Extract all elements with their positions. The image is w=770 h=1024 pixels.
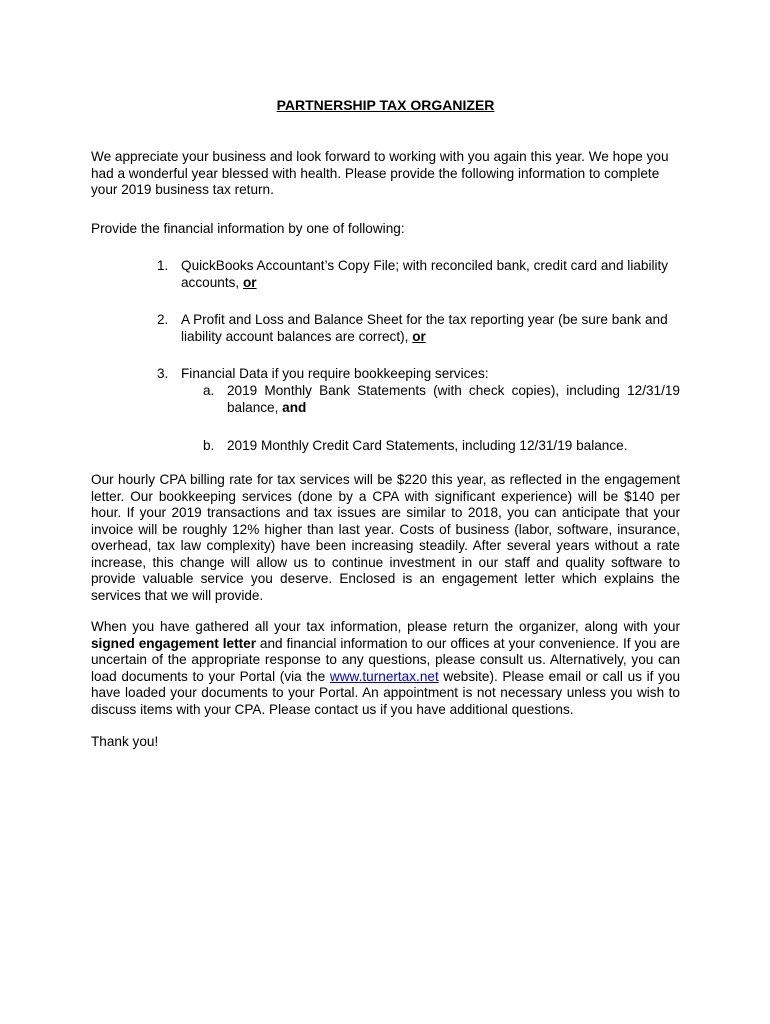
list-item (157, 258, 680, 291)
sublist-item-text: 2019 Monthly Bank Statements (with check copies), including 12/31/19 balance, (227, 383, 680, 415)
list-item-emphasis: or (242, 274, 257, 290)
sublist-item-emphasis: and (282, 399, 307, 415)
return-paragraph (91, 619, 680, 718)
list-number: 1. (157, 258, 169, 273)
return-text-1: When you have gathered all your tax information, please return the organizer, along with your (91, 619, 680, 634)
return-text-3: website). Please email or call us if you have loaded your documents to your Portal. An appointment is not necessary unless you wish to discuss items with your CPA. Please contact us if you have additional questions. (91, 668, 680, 717)
list-item (157, 312, 680, 345)
provide-instruction: Provide the financial information by one of following: (91, 221, 405, 236)
list-item-emphasis: or (412, 328, 426, 344)
sublist-item (203, 383, 680, 416)
list-number: 3. (157, 366, 169, 381)
list-item-text: QuickBooks Accountant’s Copy File; with reconciled bank, credit card and liability accounts, (181, 258, 669, 290)
rates-paragraph: Our hourly CPA billing rate for tax services will be $220 this year, as reflected in the engagement letter. Our bookkeeping services (done by a CPA with significant experience) will be $140 per hour. If your 2019 transactions and tax issues are similar to 2018, you can anticipate that your invoice will be roughly 12% higher than last year. Costs of business (labor, software, insurance, overhead, tax law complexity) have been increasing steadily. After several years without a rate increase, this change will allow us to continue investment in our staff and quality software to provide valuable service you deserve. Enclosed is an engagement letter which explains the services that we will provide. (91, 472, 680, 603)
intro-paragraph: We appreciate your business and look forward to working with you again this year. We hope you had a wonderful year blessed with health. Please provide the following information to complete your 2019 business tax return. (91, 149, 669, 197)
list-item-text: Financial Data if you require bookkeeping services: (181, 366, 489, 381)
thank-you: Thank you! (91, 734, 159, 749)
list-number: 2. (157, 312, 169, 327)
list-item-text: A Profit and Loss and Balance Sheet for the tax reporting year (be sure bank and liability account balances are correct), (181, 312, 668, 344)
sublist-letter: b. (203, 438, 215, 453)
return-text-2: and financial information to our offices at your convenience. If you are uncertain of the appropriate response to any questions, please consult us. Alternatively, you can load documents to your Portal (via the (91, 635, 681, 684)
page-title: PARTNERSHIP TAX ORGANIZER (276, 97, 495, 113)
sublist-letter: a. (203, 383, 215, 398)
list-item (157, 366, 680, 383)
sublist-item-text: 2019 Monthly Credit Card Statements, including 12/31/19 balance. (227, 438, 628, 453)
signed-engagement-letter: signed engagement letter (91, 635, 256, 651)
portal-website-link[interactable]: www.turnertax.net (329, 668, 439, 684)
sublist-item (203, 438, 680, 455)
